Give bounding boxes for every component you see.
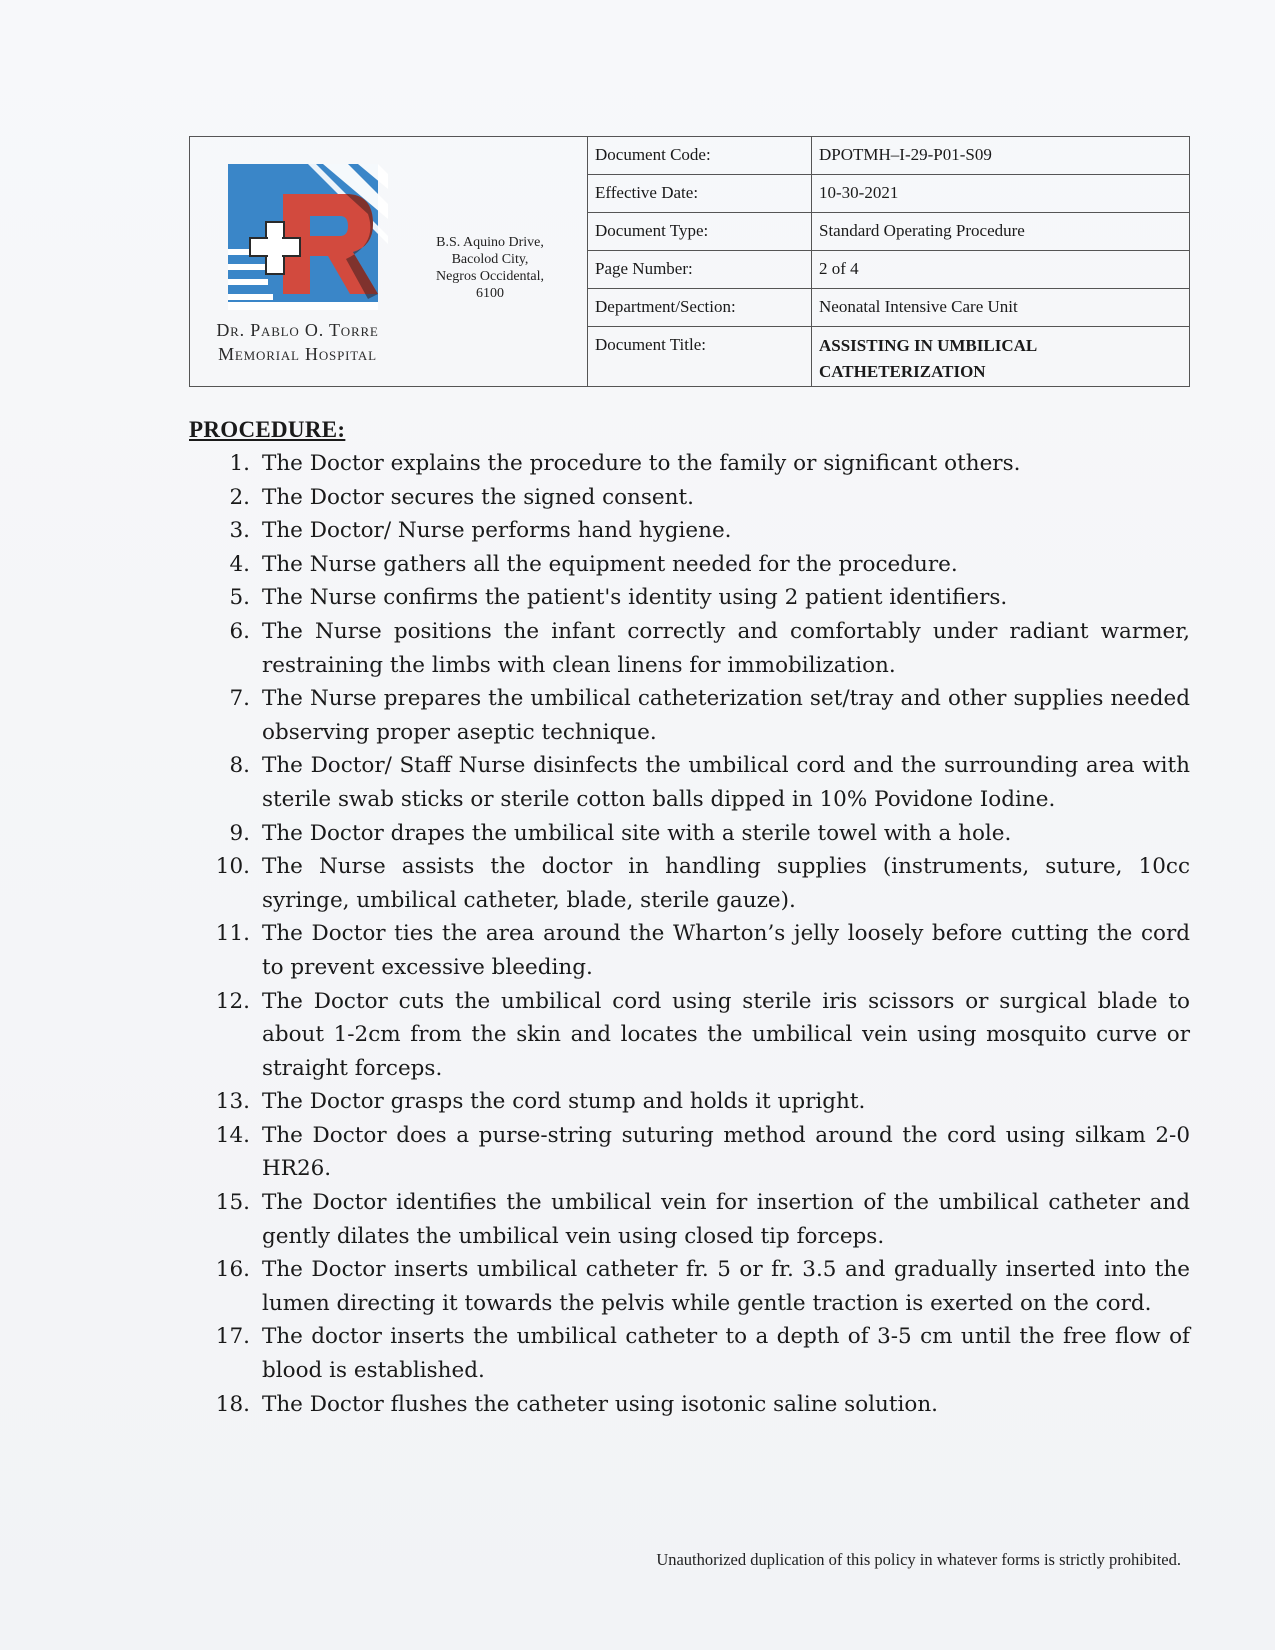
procedure-step: [212, 985, 1190, 1086]
hospital-name-line2: Memorial Hospital: [218, 344, 377, 364]
step-number: 10.: [215, 854, 250, 880]
step-number: 16.: [215, 1257, 250, 1283]
document-title-value: ASSISTING IN UMBILICAL CATHETERIZATION: [819, 336, 1037, 381]
step-text: The Doctor ties the area around the Wharton’s jelly loosely before cutting the cord to prevent excessive bleeding.: [262, 921, 1190, 980]
hospital-address: [410, 234, 570, 302]
procedure-step: [212, 615, 1190, 682]
step-number: 8.: [229, 753, 250, 779]
procedure-step: [212, 1085, 1190, 1119]
step-number: 7.: [229, 686, 250, 712]
meta-label: Effective Date:: [588, 175, 812, 212]
procedure-step: [212, 917, 1190, 984]
procedure-step: [212, 1119, 1190, 1186]
effective-date-value: 10-30-2021: [819, 183, 899, 202]
step-text: The Doctor does a purse-string suturing method around the cord using silkam 2-0 HR26.: [262, 1122, 1190, 1182]
procedure-step: [212, 1320, 1190, 1387]
document-type-value: Standard Operating Procedure: [819, 221, 1025, 240]
procedure-steps-list: [212, 447, 1190, 1421]
step-number: 3.: [229, 518, 250, 544]
procedure-step: [212, 548, 1190, 582]
step-number: 13.: [215, 1089, 250, 1115]
hospital-name-line1: Dr. Pablo O. Torre: [216, 320, 379, 340]
procedure-step: [212, 581, 1190, 615]
step-text: The Doctor cuts the umbilical cord using sterile iris scissors or surgical blade to about 1-2cm from the skin and locates the umbilical vein using mosquito curve or straight forceps.: [262, 988, 1190, 1081]
step-text: The Doctor/ Nurse performs hand hygiene.: [262, 518, 732, 544]
document-code-value: DPOTMH–I-29-P01-S09: [819, 145, 992, 164]
document-metadata: [588, 137, 1189, 386]
procedure-step: [212, 682, 1190, 749]
hospital-name: [200, 318, 395, 366]
meta-row-document-type: [588, 213, 1189, 251]
step-text: The Nurse confirms the patient's identity using 2 patient identifiers.: [262, 585, 1008, 611]
procedure-step: [212, 514, 1190, 548]
step-number: 2.: [229, 484, 250, 510]
procedure-step: [212, 817, 1190, 851]
procedure-step: [212, 1253, 1190, 1320]
step-text: The Nurse positions the infant correctly and comfortably under radiant warmer, restraining the limbs with clean linens for immobilization.: [262, 618, 1190, 678]
step-number: 1.: [229, 451, 250, 476]
step-text: The Doctor inserts umbilical catheter fr. 5 or fr. 3.5 and gradually inserted into the lumen directing it towards the pelvis while gentle traction is exerted on the cord.: [262, 1257, 1190, 1316]
step-text: The Doctor drapes the umbilical site with a sterile towel with a hole.: [262, 820, 1012, 846]
meta-row-department: [588, 289, 1189, 327]
address-line: Negros Occidental,: [435, 269, 545, 284]
address-line: B.S. Aquino Drive,: [436, 235, 544, 250]
procedure-step: [212, 481, 1190, 515]
step-text: The Doctor explains the procedure to the family or significant others.: [262, 451, 1021, 476]
meta-row-document-title: [588, 327, 1189, 386]
procedure-step: [212, 850, 1190, 917]
procedure-step: [212, 1186, 1190, 1253]
step-text: The Doctor grasps the cord stump and holds it upright.: [262, 1089, 866, 1115]
step-number: 9.: [229, 820, 250, 846]
step-number: 14.: [215, 1122, 250, 1148]
step-text: The Doctor secures the signed consent.: [262, 484, 694, 510]
procedure-step: [212, 447, 1190, 481]
step-text: The Doctor flushes the catheter using isotonic saline solution.: [262, 1391, 939, 1417]
address-line: Bacolod City,: [451, 252, 529, 267]
footer-notice: Unauthorized duplication of this policy in whatever forms is strictly prohibited.: [656, 1550, 1181, 1569]
step-number: 17.: [215, 1324, 250, 1350]
procedure-step: [212, 749, 1190, 816]
procedure-heading: PROCEDURE:: [189, 417, 346, 442]
step-number: 15.: [215, 1190, 250, 1216]
step-number: 6.: [229, 618, 250, 644]
step-number: 12.: [215, 988, 250, 1014]
page-number-value: 2 of 4: [819, 259, 859, 278]
step-text: The Doctor/ Staff Nurse disinfects the umbilical cord and the surrounding area with sterile swab sticks or sterile cotton balls dipped in 10% Povidone Iodine.: [262, 753, 1190, 812]
document-header-table: [189, 136, 1190, 387]
step-text: The Nurse assists the doctor in handling supplies (instruments, suture, 10cc syringe, umbilical catheter, blade, sterile gauze).: [262, 854, 1190, 913]
meta-label: Document Code:: [588, 137, 812, 174]
step-text: The Nurse gathers all the equipment needed for the procedure.: [262, 551, 958, 577]
meta-label: Department/Section:: [588, 289, 812, 326]
step-number: 18.: [215, 1391, 250, 1417]
hospital-cross-r-logo-icon: [228, 164, 388, 314]
department-value: Neonatal Intensive Care Unit: [819, 297, 1018, 316]
meta-row-effective-date: [588, 175, 1189, 213]
step-text: The Doctor identifies the umbilical vein for insertion of the umbilical catheter and gently dilates the umbilical vein using closed tip forceps.: [262, 1190, 1190, 1249]
step-text: The Nurse prepares the umbilical catheterization set/tray and other supplies needed observing proper aseptic technique.: [262, 686, 1190, 745]
address-line: 6100: [476, 286, 504, 301]
meta-label: Document Type:: [588, 213, 812, 250]
hospital-brand-cell: [190, 137, 588, 386]
step-number: 5.: [229, 585, 250, 611]
step-text: The doctor inserts the umbilical catheter to a depth of 3-5 cm until the free flow of blood is established.: [262, 1324, 1190, 1384]
meta-label: Page Number:: [588, 251, 812, 288]
meta-row-document-code: [588, 137, 1189, 175]
procedure-step: [212, 1388, 1190, 1422]
step-number: 4.: [229, 551, 250, 577]
meta-label: Document Title:: [588, 327, 812, 386]
step-number: 11.: [215, 921, 250, 947]
meta-row-page-number: [588, 251, 1189, 289]
